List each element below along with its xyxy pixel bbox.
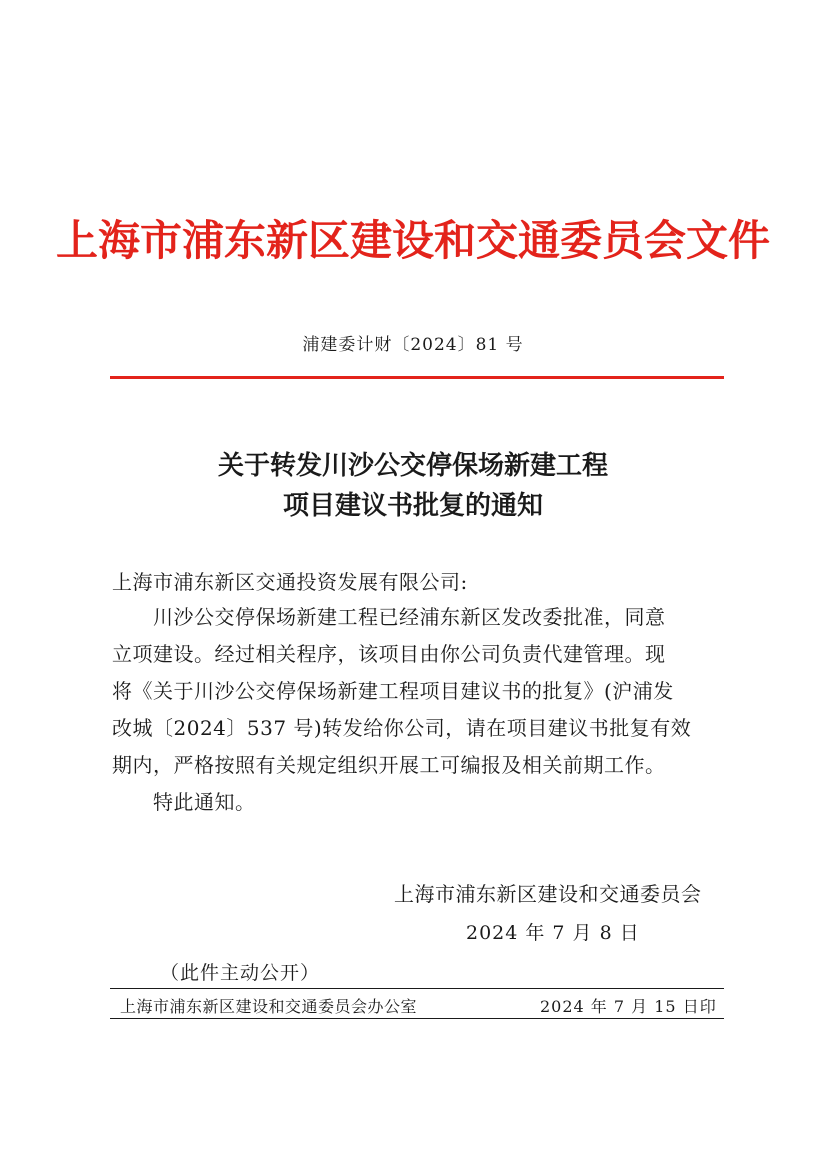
subject-line-1: 关于转发川沙公交停保场新建工程 <box>217 451 608 481</box>
subject-line-2: 项目建议书批复的通知 <box>282 491 543 521</box>
public-disclosure-note: （此件主动公开） <box>160 962 321 984</box>
body-line-2: 立项建设。经过相关程序，该项目由你公司负责代建管理。现 <box>112 642 666 666</box>
footer-bottom-rule <box>110 1018 724 1019</box>
body-line-4: 改城〔2024〕537 号)转发给你公司，请在项目建议书批复有效 <box>112 716 692 740</box>
signature-organization: 上海市浦东新区建设和交通委员会 <box>394 882 702 906</box>
body-line-5: 期内，严格按照有关规定组织开展工可编报及相关前期工作。 <box>112 753 666 777</box>
signature-date: 2024 年 7 月 8 日 <box>466 922 640 944</box>
footer-top-rule <box>110 988 724 989</box>
footer-issuer: 上海市浦东新区建设和交通委员会办公室 <box>120 997 418 1016</box>
notice-subject <box>0 446 826 526</box>
closing-line: 特此通知。 <box>112 790 256 814</box>
document-header-title: 上海市浦东新区建设和交通委员会文件 <box>55 216 770 265</box>
document-number: 浦建委计财〔2024〕81 号 <box>302 335 524 355</box>
body-paragraph <box>112 602 724 817</box>
footer-print-date: 2024 年 7 月 15 日印 <box>540 997 717 1016</box>
body-line-1: 川沙公交停保场新建工程已经浦东新区发改委批准，同意 <box>112 605 666 629</box>
body-line-3: 将《关于川沙公交停保场新建工程项目建议书的批复》(沪浦发 <box>112 679 674 703</box>
addressee: 上海市浦东新区交通投资发展有限公司: <box>112 570 468 594</box>
red-divider <box>110 376 724 379</box>
